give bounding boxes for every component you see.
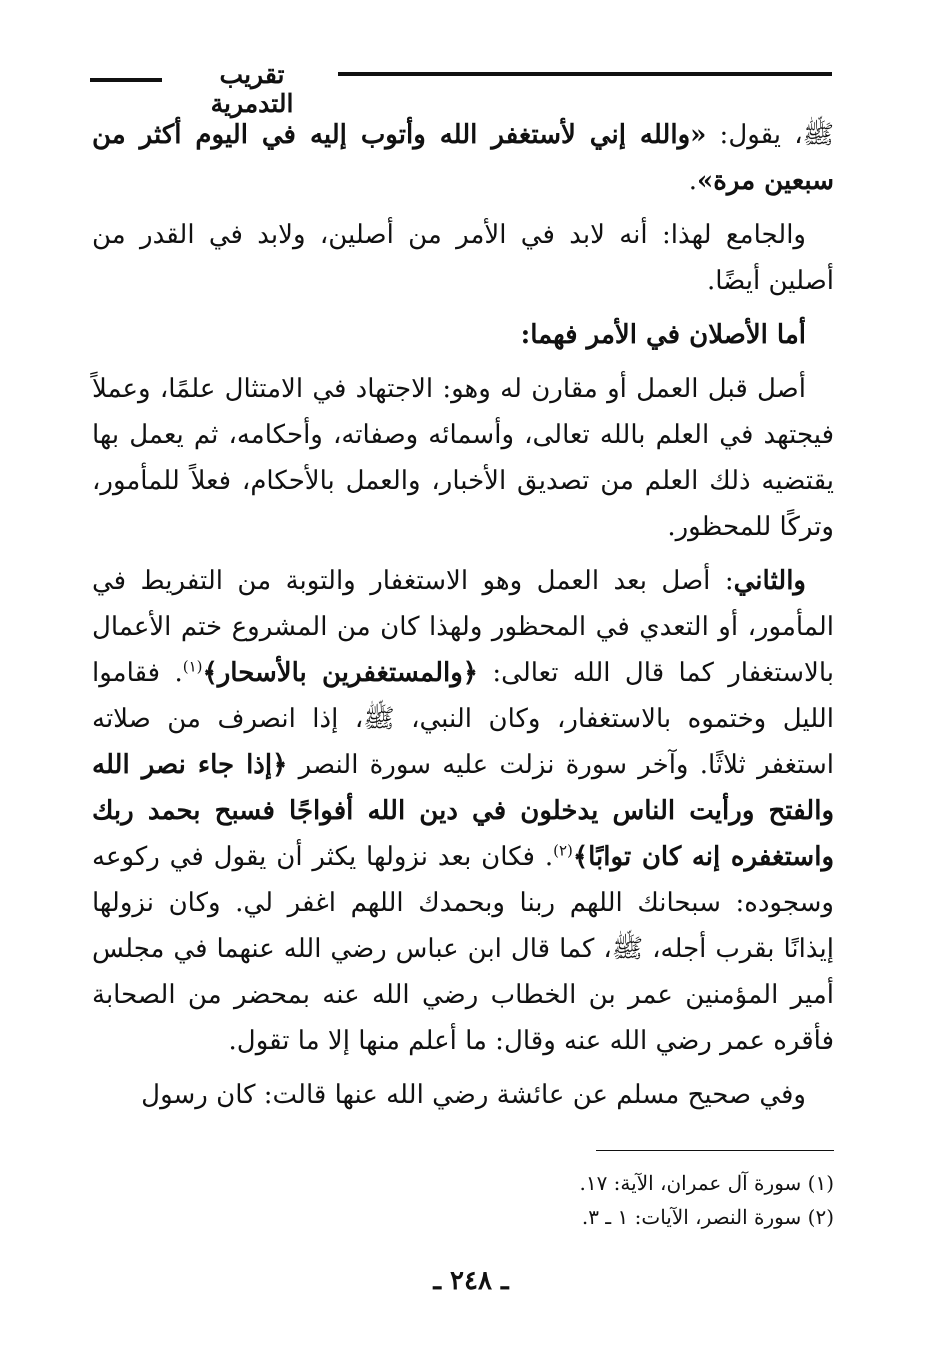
paragraph-2 — [92, 212, 834, 304]
paragraph-5 — [92, 1072, 834, 1118]
footnote-2: (٢) سورة النصر، الآيات: ١ ـ ٣. — [581, 1205, 834, 1229]
paragraph-4 — [92, 558, 834, 1064]
text-segment: والجامع لهذا: أنه لابد في الأمر من أصلين، ولابد في القدر من أصلين أيضًا. — [92, 220, 834, 296]
text-segment: أصل قبل العمل أو مقارن له وهو: الاجتهاد في الامتثال علمًا، وعملاً فيجتهد في العلم بالله تعالى، وأسمائه وصفاته، وأحكامه، ثم يعمل بها يقتضيه ذلك العلم من تصديق الأخبار، والعمل بالأحكام، فعلاً للمأمور، وتركًا للمحظور. — [92, 374, 834, 542]
header-title: تقريب التدمرية — [210, 60, 294, 118]
running-header — [90, 58, 832, 118]
section-heading — [92, 312, 834, 358]
bold-text-segment: والثاني — [733, 566, 806, 596]
body-text — [92, 112, 834, 1126]
bold-text-segment: أما الأصلان في الأمر فهما: — [520, 320, 806, 350]
paragraph-1 — [92, 112, 834, 204]
bold-text-segment: ﴿والمستغفرين بالأسحار﴾ — [202, 658, 479, 688]
footnotes — [430, 1166, 834, 1234]
page-number: ـ ٢٤٨ ـ — [433, 1266, 509, 1296]
footnote-marker: (٢) — [553, 841, 573, 860]
text-segment: ﷺ، يقول: — [706, 120, 834, 150]
bold-text-segment: «والله إني لأستغفر الله وأتوب إليه في اليوم أكثر من سبعين مرة» — [92, 120, 834, 196]
header-rule-short — [90, 78, 162, 82]
footnote-1: (١) سورة آل عمران، الآية: ١٧. — [579, 1171, 834, 1195]
bold-text-segment: ﴿إذا جاء نصر الله والفتح ورأيت الناس يدخلون في دين الله أفواجًا فسبح بحمد ربك واستغفره إنه كان توابًا﴾ — [92, 750, 834, 872]
text-segment: : أصل بعد العمل وهو الاستغفار والتوبة من التفريط في المأمور، أو التعدي في المحظور ولهذا كان من المشروع ختم الأعمال بالاستغفار كما قال الله تعالى: — [92, 566, 834, 688]
text-segment: . فقاموا الليل وختموه بالاستغفار، وكان النبي، ﷺ، إذا انصرف من صلاته استغفر ثلاثًا. وآخر سورة نزلت عليه سورة النصر — [92, 658, 834, 780]
footnote-marker: (١) — [182, 657, 203, 676]
header-rule-long — [338, 72, 832, 76]
paragraph-3 — [92, 366, 834, 550]
text-segment: . فكان بعد نزولها يكثر أن يقول في ركوعه وسجوده: سبحانك اللهم ربنا وبحمدك اللهم اغفر لي. وكان نزولها إيذانًا بقرب أجله، ﷺ، كما قال ابن عباس رضي الله عنهما في مجلس أمير المؤمنين عمر بن الخطاب رضي الله عنه بمحضر من الصحابة فأقره عمر رضي الله عنه وقال: ما أعلم منها إلا ما تقول. — [92, 842, 834, 1056]
text-segment: . — [688, 166, 697, 196]
text-segment: وفي صحيح مسلم عن عائشة رضي الله عنها قالت: كان رسول — [141, 1080, 806, 1110]
footnote-separator — [596, 1150, 834, 1151]
